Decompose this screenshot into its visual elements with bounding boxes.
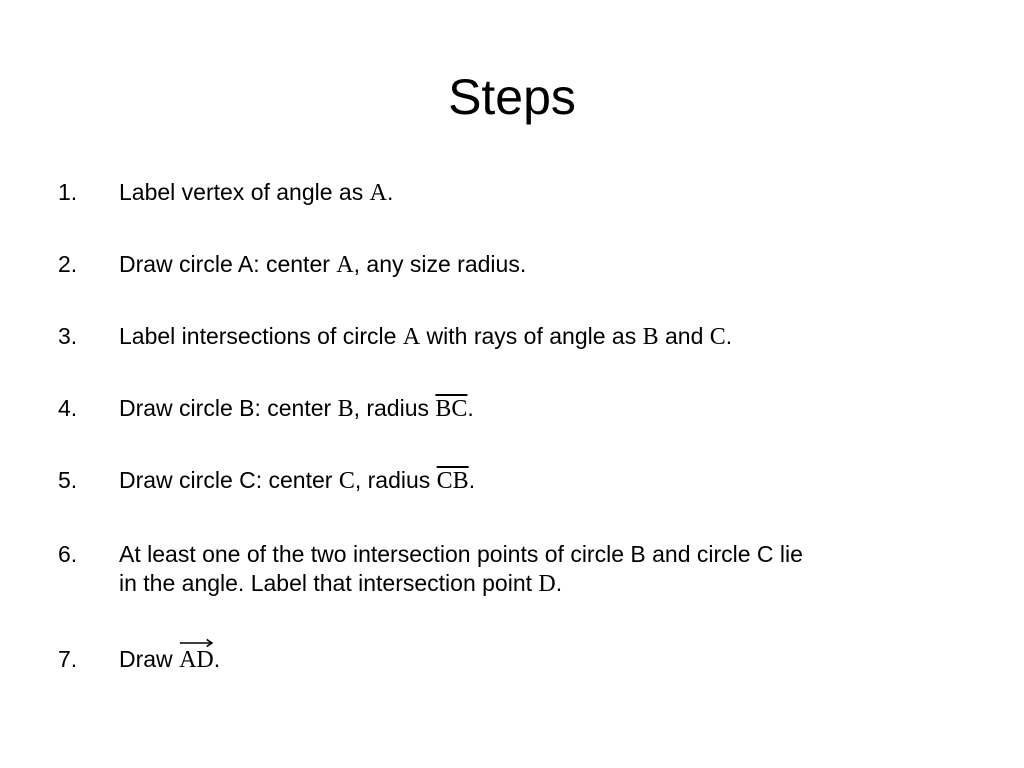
step-text (119, 394, 949, 424)
step-text-part: , any size radius. (353, 251, 527, 277)
step-number: 4. (58, 395, 78, 421)
step-text-part: . (555, 570, 563, 596)
step-text-part: and (658, 323, 710, 349)
step-text-part: Draw (119, 646, 180, 672)
math-symbol: C (338, 468, 355, 494)
step-text-line (119, 569, 949, 599)
step-text-part: . (467, 395, 474, 421)
step-text-part: Label intersections of circle (119, 323, 403, 349)
step-text-part: . (725, 323, 733, 349)
step-text-part: . (213, 646, 221, 672)
step-text (119, 540, 949, 599)
step-number: 5. (58, 467, 78, 493)
step-text-part: . (386, 179, 394, 205)
step-text-part: in the angle. Label that intersection point (119, 570, 539, 596)
math-symbol: A (402, 324, 421, 350)
step-text (119, 250, 949, 280)
slide-title: Steps (448, 69, 576, 125)
math-symbol: B (337, 396, 354, 422)
step-number: 6. (58, 541, 78, 567)
step-text (119, 178, 949, 208)
math-symbol: A (369, 180, 387, 206)
math-symbol: C (709, 324, 726, 350)
step-text-part: Draw circle A: center (119, 251, 337, 277)
step-text-part: , radius (354, 467, 437, 493)
math-symbol: A (336, 252, 354, 278)
step-number: 2. (58, 251, 78, 277)
step-text (119, 322, 949, 352)
step-text-part: with rays of angle as (420, 323, 643, 349)
step-text-line: At least one of the two intersection points of circle B and circle C lie (119, 541, 803, 567)
segment-symbol: $\overline{BC}$ (435, 396, 468, 422)
segment-symbol: $\overline{CB}$ (436, 468, 469, 494)
math-symbol: B (642, 324, 659, 350)
step-text (119, 645, 949, 675)
step-text-part: Label vertex of angle as (119, 179, 370, 205)
ray-label: AD (179, 647, 214, 673)
step-number: 1. (58, 179, 78, 205)
step-text-part: Draw circle B: center (119, 395, 338, 421)
ray-symbol (179, 646, 214, 675)
step-number: 3. (58, 323, 78, 349)
step-text-part: . (468, 467, 476, 493)
step-text (119, 466, 949, 496)
step-number: 7. (58, 646, 78, 672)
ray-arrow-icon (179, 638, 214, 648)
step-text-part: , radius (353, 395, 436, 421)
step-text-part: Draw circle C: center (119, 467, 339, 493)
math-symbol: D (538, 571, 556, 597)
